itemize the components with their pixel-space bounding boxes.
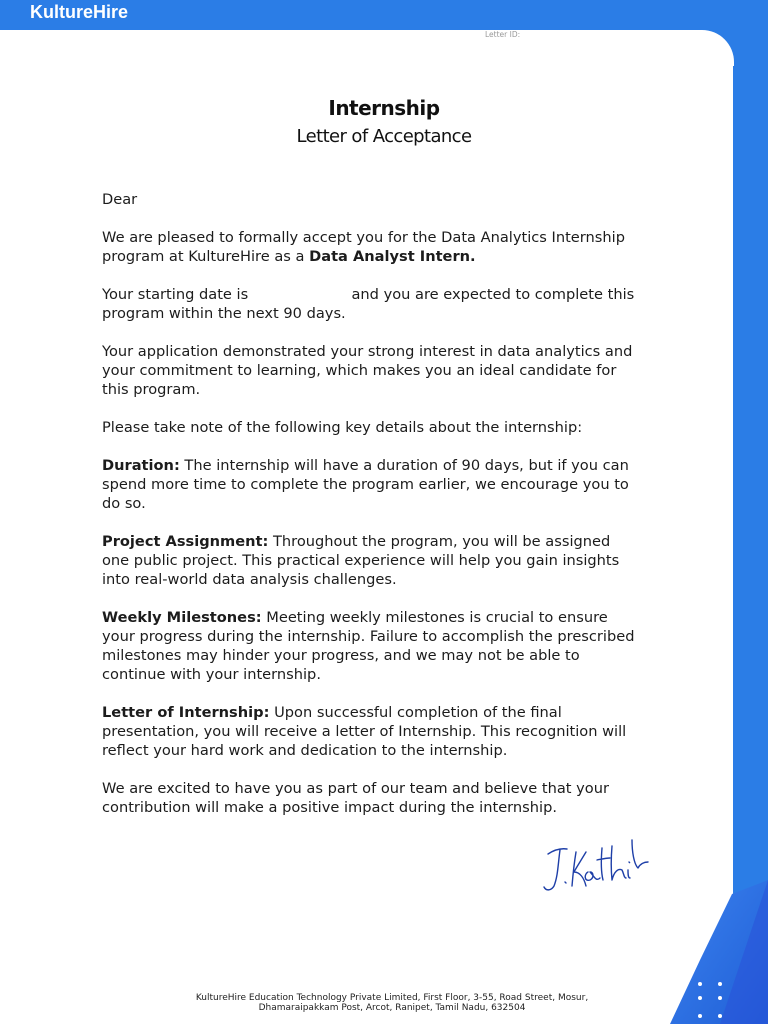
- side-band: [733, 0, 768, 1024]
- brand-logo: KultureHire: [30, 2, 129, 22]
- signature-text: J.Kathir: [40, 328, 44, 329]
- corner-decoration: [660, 880, 768, 1024]
- intro-paragraph: [102, 228, 642, 266]
- closing-paragraph: We are excited to have you as part of our team and believe that your contribution will make a positive impact during the internship.: [102, 780, 609, 816]
- start-date-text-after: and you are expected to complete this program within the next 90 days.: [102, 286, 635, 322]
- internship-letter-paragraph: [102, 703, 642, 760]
- internship-letter-text: Upon successful completion of the final presentation, you will receive a letter of Internship. This recognition will reflect your hard work and dedication to the internship.: [102, 704, 627, 759]
- key-details-intro: Please take note of the following key details about the internship:: [102, 419, 583, 436]
- project-text: Throughout the program, you will be assigned one public project. This practical experience will help you gain insights into real-world data analysis challenges.: [102, 533, 620, 588]
- footer-line-1: KultureHire Education Technology Private Limited, First Floor, 3-55, Road Street, Mosur,: [195, 993, 589, 1003]
- letter-body: [102, 190, 642, 836]
- milestones-text: Meeting weekly milestones is crucial to ensure your progress during the internship. Failure to accomplish the prescribed milestones may hinder your progress, and we may not be able to continue with your internship.: [102, 609, 635, 683]
- duration-text: The internship will have a duration of 90 days, but if you can spend more time to complete the program earlier, we encourage you to do so.: [102, 457, 629, 512]
- footer-address: [100, 993, 684, 1013]
- internship-letter-label: Letter of Internship:: [102, 704, 270, 721]
- letter-id-label: Letter ID:: [485, 30, 521, 39]
- intro-text: We are pleased to formally accept you for the Data Analytics Internship program at KultureHire as a: [102, 229, 625, 265]
- start-date-text-before: Your starting date is: [102, 286, 253, 303]
- application-paragraph: Your application demonstrated your strong interest in data analytics and your commitment to learning, which makes you an ideal candidate for this program.: [102, 343, 633, 398]
- duration-label: Duration:: [102, 457, 180, 474]
- role-title: Data Analyst Intern.: [309, 248, 476, 265]
- page-subtitle: Letter of Acceptance: [296, 126, 472, 147]
- duration-paragraph: [102, 456, 642, 513]
- start-date-paragraph: [102, 285, 642, 323]
- corner-curve: [698, 24, 734, 60]
- milestones-paragraph: [102, 608, 642, 684]
- milestones-label: Weekly Milestones:: [102, 609, 262, 626]
- project-label: Project Assignment:: [102, 533, 269, 550]
- project-paragraph: [102, 532, 642, 589]
- page-title: Internship: [328, 96, 440, 120]
- footer-line-2: Dhamaraipakkam Post, Arcot, Ranipet, Tamil Nadu, 632504: [258, 1003, 526, 1013]
- salutation: Dear: [102, 191, 138, 208]
